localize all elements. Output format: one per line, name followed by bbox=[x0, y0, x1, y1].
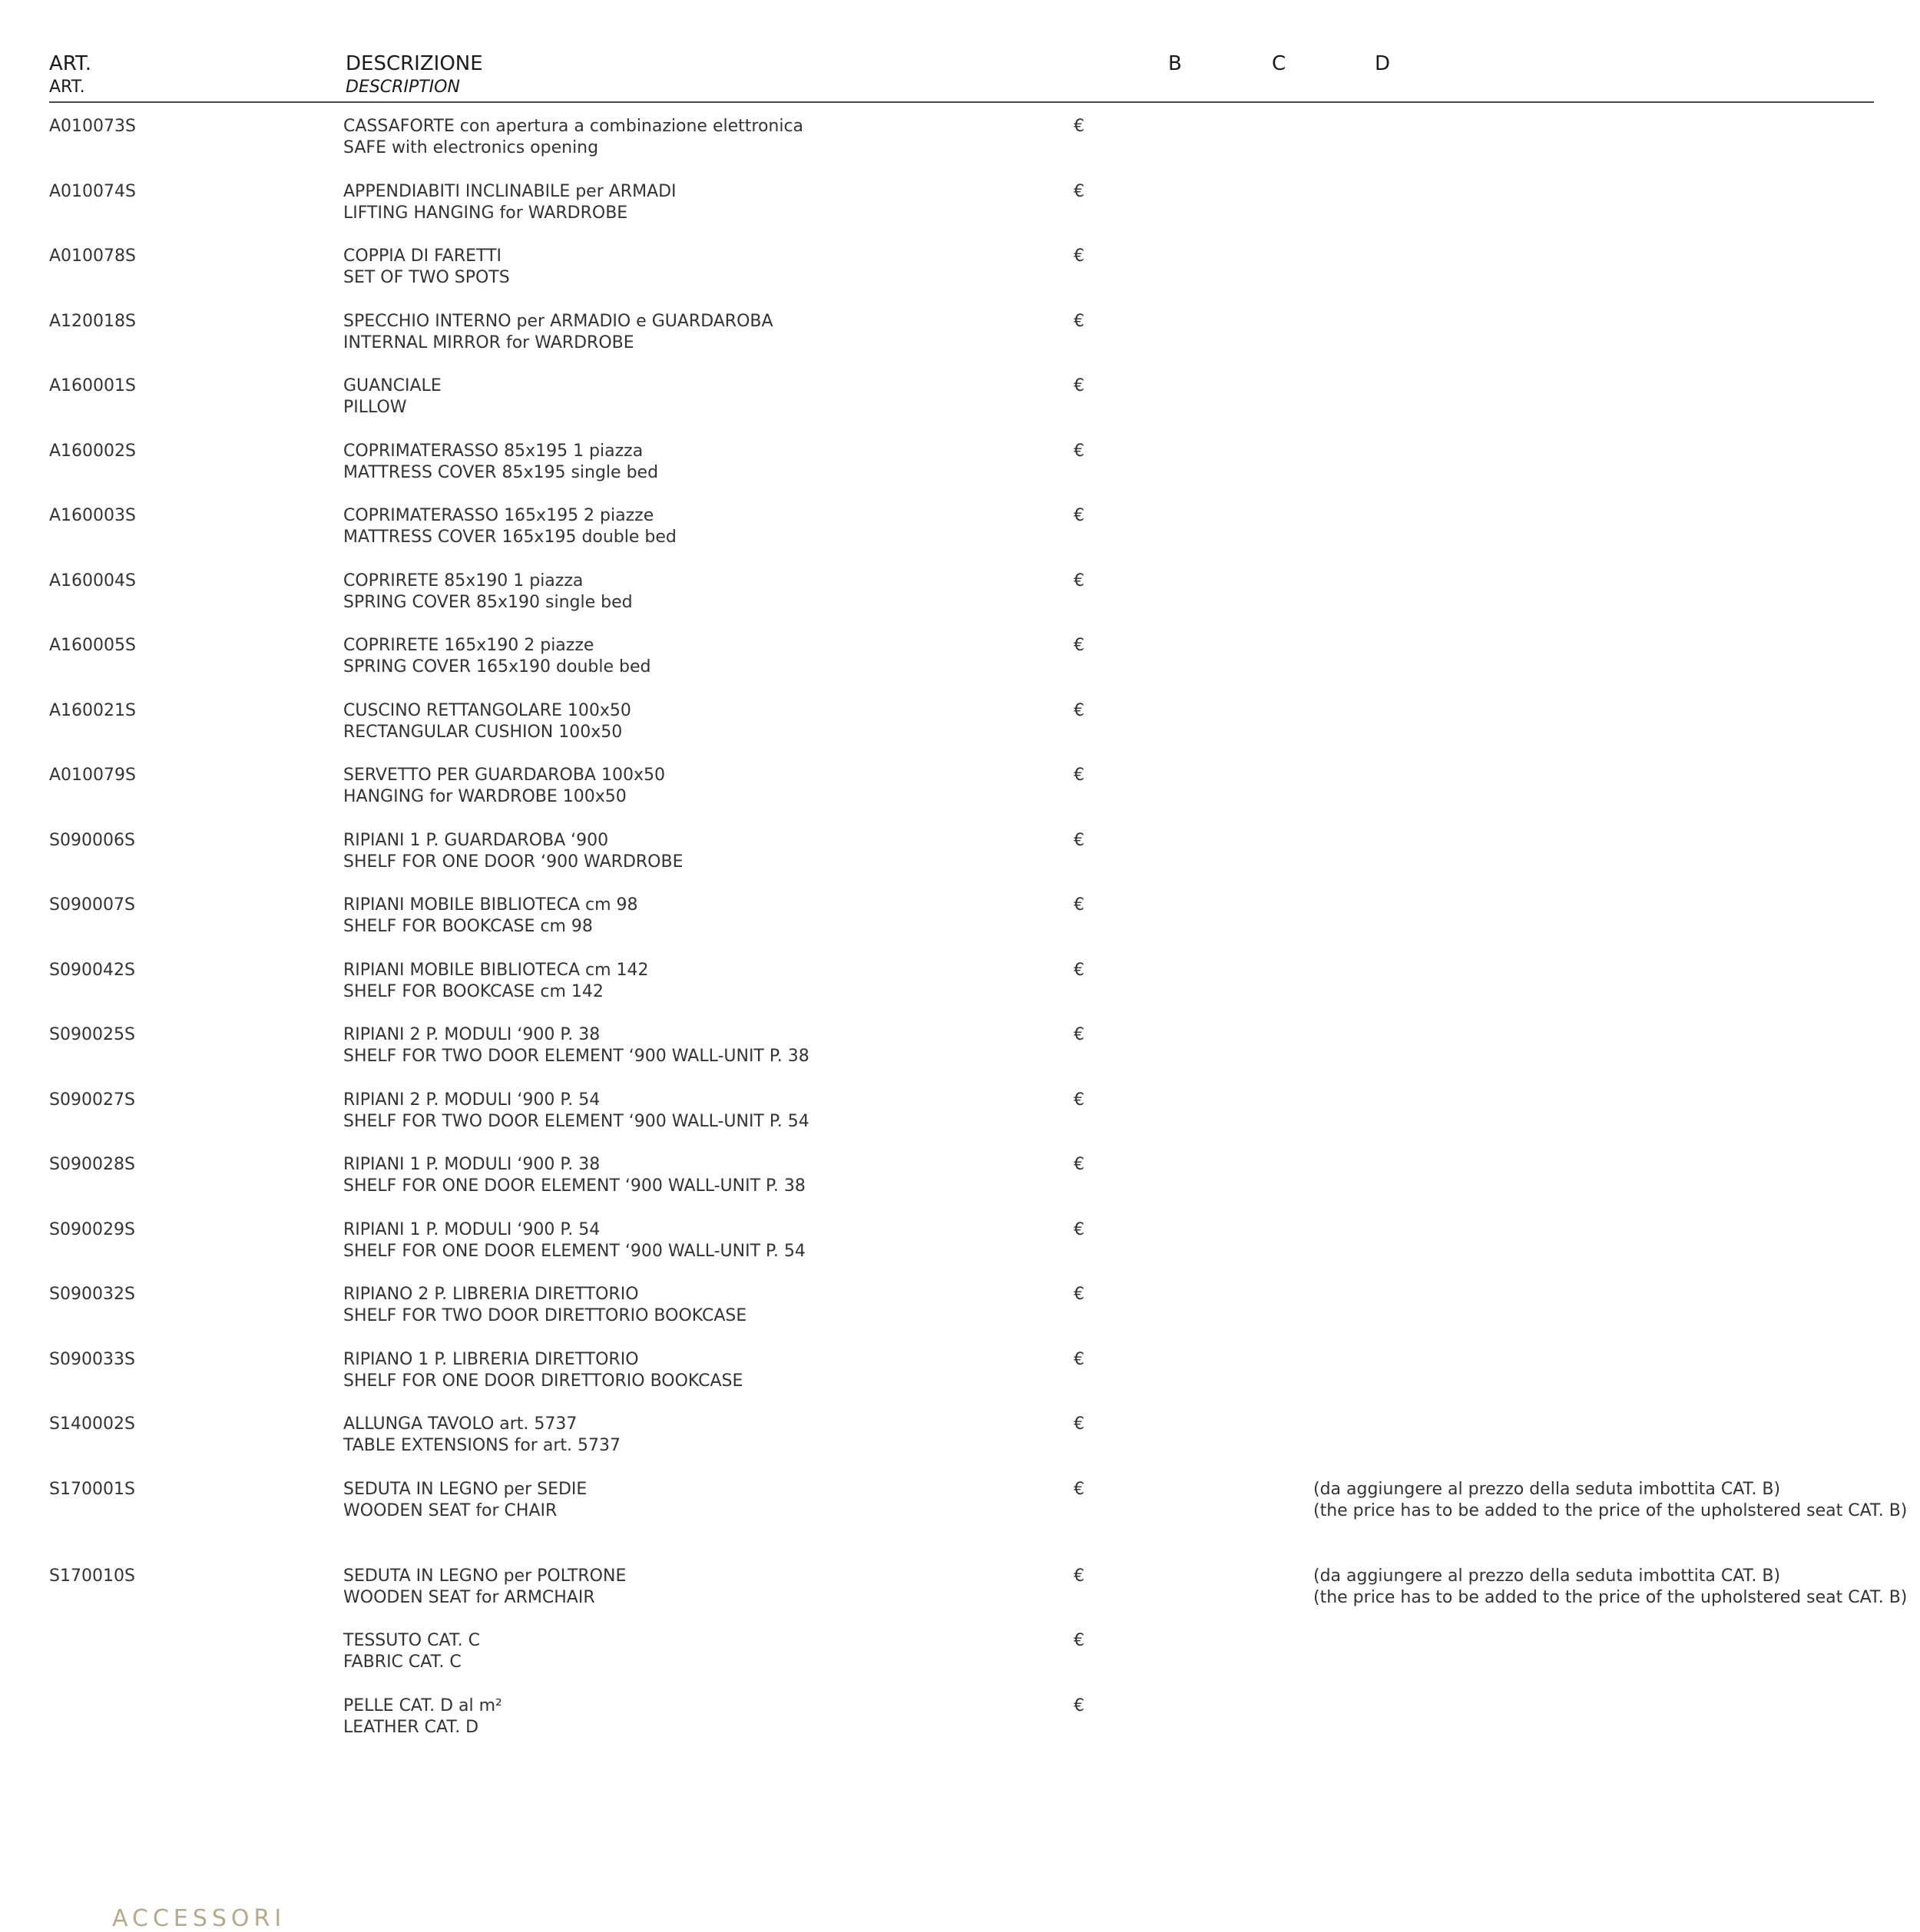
header-col-c: C bbox=[1272, 52, 1286, 75]
description-it: SEDUTA IN LEGNO per POLTRONE bbox=[343, 1566, 627, 1586]
table-row bbox=[0, 1562, 1920, 1627]
article-code: S090033S bbox=[49, 1349, 135, 1369]
note-en: (the price has to be added to the price of the upholstered seat CAT. B) bbox=[1313, 1500, 1908, 1520]
table-row bbox=[0, 1626, 1920, 1692]
description-cell bbox=[343, 1219, 806, 1262]
description-en: LEATHER CAT. D bbox=[343, 1717, 479, 1737]
article-code: S090025S bbox=[49, 1025, 135, 1044]
article-code: S090032S bbox=[49, 1285, 135, 1304]
description-it: COPRIRETE 165x190 2 piazze bbox=[343, 636, 594, 655]
description-it: RIPIANI 1 P. MODULI ‘900 P. 54 bbox=[343, 1219, 601, 1239]
description-en: MATTRESS COVER 165x195 double bed bbox=[343, 528, 677, 547]
table-row bbox=[0, 567, 1920, 632]
description-it: ALLUNGA TAVOLO art. 5737 bbox=[343, 1414, 578, 1434]
price-note bbox=[1313, 1566, 1907, 1609]
article-code: S090042S bbox=[49, 960, 135, 980]
description-en: TABLE EXTENSIONS for art. 5737 bbox=[343, 1436, 621, 1455]
table-row bbox=[0, 1345, 1920, 1411]
table-row bbox=[0, 1692, 1920, 1757]
currency-symbol: € bbox=[1074, 1285, 1084, 1304]
description-en: SPRING COVER 165x190 double bed bbox=[343, 657, 651, 677]
currency-symbol: € bbox=[1074, 1090, 1084, 1110]
note-en: (the price has to be added to the price of the upholstered seat CAT. B) bbox=[1313, 1587, 1908, 1607]
description-en: INTERNAL MIRROR for WARDROBE bbox=[343, 332, 634, 352]
article-code: A160021S bbox=[49, 700, 136, 720]
description-it: RIPIANI 1 P. GUARDAROBA ‘900 bbox=[343, 830, 609, 850]
currency-symbol: € bbox=[1074, 1025, 1084, 1044]
description-it: APPENDIABITI INCLINABILE per ARMADI bbox=[343, 181, 677, 201]
description-en: SPRING COVER 85x190 single bed bbox=[343, 592, 633, 612]
currency-symbol: € bbox=[1074, 181, 1084, 201]
description-en: SHELF FOR TWO DOOR ELEMENT ‘900 WALL-UNIT P. 38 bbox=[343, 1047, 809, 1066]
currency-symbol: € bbox=[1074, 1155, 1084, 1174]
description-en: HANGING for WARDROBE 100x50 bbox=[343, 787, 627, 806]
table-row bbox=[0, 631, 1920, 696]
description-cell bbox=[343, 1566, 626, 1609]
article-code: A160002S bbox=[49, 441, 136, 461]
header-descrizione: DESCRIZIONE bbox=[346, 52, 483, 75]
currency-symbol: € bbox=[1074, 1566, 1084, 1586]
description-it: RIPIANI 2 P. MODULI ‘900 P. 38 bbox=[343, 1025, 601, 1044]
description-cell bbox=[343, 1154, 806, 1197]
description-cell bbox=[343, 1349, 743, 1392]
currency-symbol: € bbox=[1074, 830, 1084, 850]
article-code: A010078S bbox=[49, 246, 136, 266]
description-cell bbox=[343, 960, 649, 1003]
note-it: (da aggiungere al prezzo della seduta imbottita CAT. B) bbox=[1313, 1479, 1781, 1499]
table-row bbox=[0, 372, 1920, 437]
price-note bbox=[1313, 1479, 1907, 1522]
description-cell bbox=[343, 116, 803, 159]
header-description: DESCRIPTION bbox=[346, 78, 460, 97]
article-code: S090029S bbox=[49, 1219, 135, 1239]
description-it: TESSUTO CAT. C bbox=[343, 1631, 480, 1650]
header-art: ART. bbox=[49, 52, 92, 75]
article-code: A010079S bbox=[49, 766, 136, 785]
description-it: RIPIANI 2 P. MODULI ‘900 P. 54 bbox=[343, 1090, 601, 1110]
currency-symbol: € bbox=[1074, 571, 1084, 591]
description-it: CUSCINO RETTANGOLARE 100x50 bbox=[343, 700, 631, 720]
header-divider bbox=[49, 101, 1874, 103]
currency-symbol: € bbox=[1074, 1695, 1084, 1715]
currency-symbol: € bbox=[1074, 506, 1084, 525]
description-en: SHELF FOR ONE DOOR DIRETTORIO BOOKCASE bbox=[343, 1371, 743, 1391]
description-cell bbox=[343, 635, 650, 678]
article-code: S090028S bbox=[49, 1155, 135, 1174]
description-it: RIPIANI MOBILE BIBLIOTECA cm 98 bbox=[343, 895, 638, 915]
currency-symbol: € bbox=[1074, 960, 1084, 980]
description-cell bbox=[343, 311, 773, 354]
description-it: SEDUTA IN LEGNO per SEDIE bbox=[343, 1479, 588, 1499]
description-cell bbox=[343, 505, 677, 548]
description-en: MATTRESS COVER 85x195 single bed bbox=[343, 462, 659, 482]
description-en: SHELF FOR BOOKCASE cm 98 bbox=[343, 917, 593, 936]
description-cell bbox=[343, 441, 658, 484]
currency-symbol: € bbox=[1074, 1349, 1084, 1369]
description-en: LIFTING HANGING for WARDROBE bbox=[343, 203, 628, 223]
article-code: A160001S bbox=[49, 376, 136, 395]
article-code: S170001S bbox=[49, 1479, 135, 1499]
description-cell bbox=[343, 375, 442, 418]
description-en: SHELF FOR BOOKCASE cm 142 bbox=[343, 981, 604, 1001]
table-row bbox=[0, 826, 1920, 892]
description-it: COPRIRETE 85x190 1 piazza bbox=[343, 571, 584, 591]
header-col-d: D bbox=[1375, 52, 1391, 75]
table-row bbox=[0, 1280, 1920, 1345]
description-cell bbox=[343, 1024, 809, 1067]
description-it: GUANCIALE bbox=[343, 376, 442, 395]
description-it: COPRIMATERASSO 85x195 1 piazza bbox=[343, 441, 644, 461]
description-en: SHELF FOR ONE DOOR ELEMENT ‘900 WALL-UNIT P. 54 bbox=[343, 1241, 806, 1261]
section-label: ACCESSORI bbox=[112, 1905, 286, 1932]
currency-symbol: € bbox=[1074, 636, 1084, 655]
table-row bbox=[0, 242, 1920, 307]
currency-symbol: € bbox=[1074, 1479, 1084, 1499]
description-cell bbox=[343, 246, 510, 289]
description-it: SERVETTO PER GUARDAROBA 100x50 bbox=[343, 766, 665, 785]
price-list bbox=[0, 112, 1920, 1756]
description-en: PILLOW bbox=[343, 398, 407, 417]
description-it: RIPIANI MOBILE BIBLIOTECA cm 142 bbox=[343, 960, 649, 980]
description-en: SHELF FOR ONE DOOR ‘900 WARDROBE bbox=[343, 852, 684, 872]
header-col-b: B bbox=[1168, 52, 1182, 75]
currency-symbol: € bbox=[1074, 766, 1084, 785]
description-cell bbox=[343, 1479, 587, 1522]
description-cell bbox=[343, 181, 677, 224]
currency-symbol: € bbox=[1074, 441, 1084, 461]
table-row bbox=[0, 1150, 1920, 1216]
article-code: S090027S bbox=[49, 1090, 135, 1110]
description-it: CASSAFORTE con apertura a combinazione elettronica bbox=[343, 117, 804, 136]
description-cell bbox=[343, 1414, 621, 1457]
table-row bbox=[0, 956, 1920, 1021]
description-it: COPPIA DI FARETTI bbox=[343, 246, 502, 266]
table-row bbox=[0, 1475, 1920, 1562]
currency-symbol: € bbox=[1074, 1219, 1084, 1239]
description-en: FABRIC CAT. C bbox=[343, 1652, 462, 1672]
table-row bbox=[0, 1216, 1920, 1281]
description-it: RIPIANI 1 P. MODULI ‘900 P. 38 bbox=[343, 1155, 601, 1174]
description-cell bbox=[343, 700, 631, 743]
description-en: RECTANGULAR CUSHION 100x50 bbox=[343, 722, 623, 742]
table-row bbox=[0, 177, 1920, 243]
description-en: SHELF FOR ONE DOOR ELEMENT ‘900 WALL-UNIT P. 38 bbox=[343, 1176, 806, 1196]
table-row bbox=[0, 891, 1920, 956]
table-row bbox=[0, 1021, 1920, 1086]
article-code: S090006S bbox=[49, 830, 135, 850]
table-row bbox=[0, 761, 1920, 826]
article-code: S140002S bbox=[49, 1414, 135, 1434]
header-art-sub: ART. bbox=[49, 78, 85, 97]
table-row bbox=[0, 112, 1920, 177]
description-cell bbox=[343, 895, 638, 938]
description-en: SET OF TWO SPOTS bbox=[343, 268, 510, 287]
description-cell bbox=[343, 765, 665, 808]
currency-symbol: € bbox=[1074, 376, 1084, 395]
description-it: RIPIANO 2 P. LIBRERIA DIRETTORIO bbox=[343, 1285, 639, 1304]
article-code: A160004S bbox=[49, 571, 136, 591]
article-code: A010073S bbox=[49, 117, 136, 136]
article-code: S090007S bbox=[49, 895, 135, 915]
table-row bbox=[0, 501, 1920, 567]
table-row bbox=[0, 1086, 1920, 1151]
table-row bbox=[0, 437, 1920, 502]
table-row bbox=[0, 696, 1920, 762]
description-cell bbox=[343, 1284, 746, 1327]
article-code: A160005S bbox=[49, 636, 136, 655]
description-en: WOODEN SEAT for ARMCHAIR bbox=[343, 1587, 595, 1607]
currency-symbol: € bbox=[1074, 1631, 1084, 1650]
note-it: (da aggiungere al prezzo della seduta imbottita CAT. B) bbox=[1313, 1566, 1781, 1586]
description-en: SHELF FOR TWO DOOR DIRETTORIO BOOKCASE bbox=[343, 1306, 747, 1325]
currency-symbol: € bbox=[1074, 895, 1084, 915]
article-code: S170010S bbox=[49, 1566, 135, 1586]
currency-symbol: € bbox=[1074, 117, 1084, 136]
description-it: PELLE CAT. D al m² bbox=[343, 1695, 502, 1715]
description-it: COPRIMATERASSO 165x195 2 piazze bbox=[343, 506, 654, 525]
currency-symbol: € bbox=[1074, 1414, 1084, 1434]
description-cell bbox=[343, 1695, 502, 1738]
description-cell bbox=[343, 1090, 809, 1133]
description-en: SAFE with electronics opening bbox=[343, 138, 599, 157]
table-row bbox=[0, 1410, 1920, 1475]
article-code: A160003S bbox=[49, 506, 136, 525]
article-code: A120018S bbox=[49, 311, 136, 331]
description-en: WOODEN SEAT for CHAIR bbox=[343, 1500, 558, 1520]
description-cell bbox=[343, 830, 683, 873]
description-it: RIPIANO 1 P. LIBRERIA DIRETTORIO bbox=[343, 1349, 639, 1369]
currency-symbol: € bbox=[1074, 246, 1084, 266]
article-code: A010074S bbox=[49, 181, 136, 201]
description-cell bbox=[343, 571, 633, 614]
currency-symbol: € bbox=[1074, 700, 1084, 720]
table-row bbox=[0, 307, 1920, 372]
description-en: SHELF FOR TWO DOOR ELEMENT ‘900 WALL-UNIT P. 54 bbox=[343, 1111, 809, 1131]
currency-symbol: € bbox=[1074, 311, 1084, 331]
description-cell bbox=[343, 1630, 480, 1673]
description-it: SPECCHIO INTERNO per ARMADIO e GUARDAROBA bbox=[343, 311, 773, 331]
